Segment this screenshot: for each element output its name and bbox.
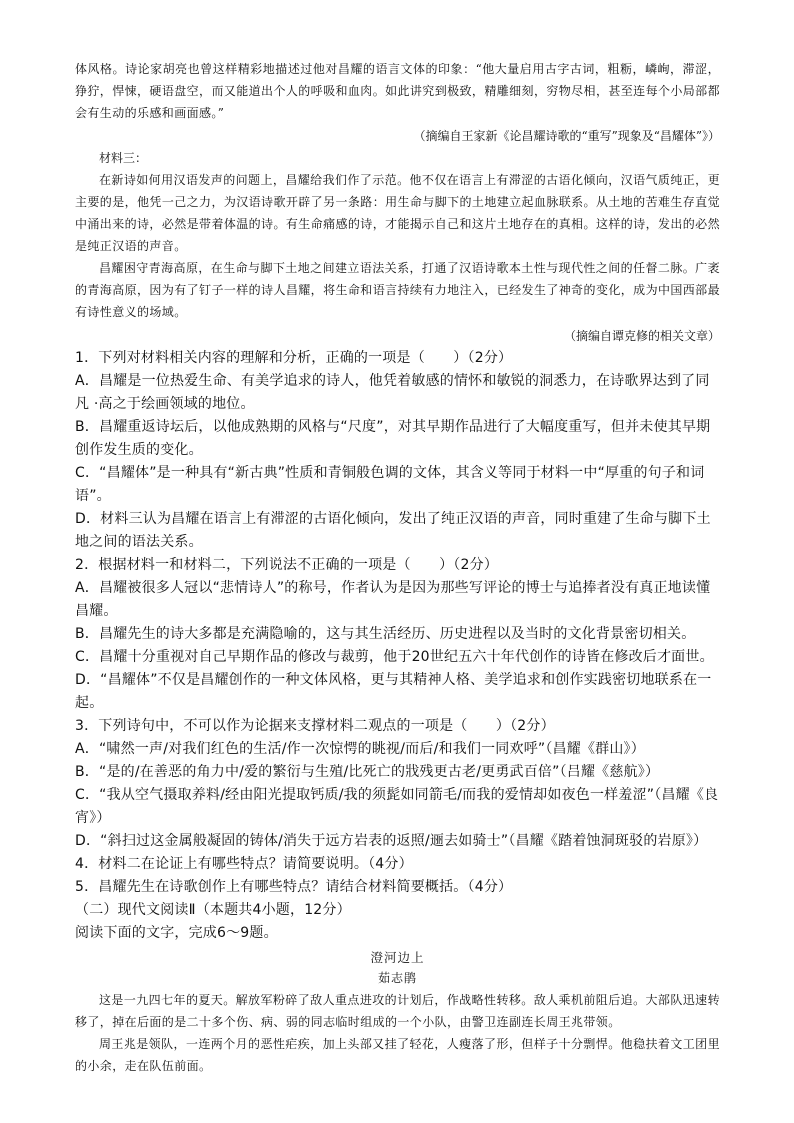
section-2-instruction: 阅读下面的文字，完成6～9题。 bbox=[75, 925, 278, 941]
question-1-option-b: B．昌耀重返诗坛后，以他成熟期的风格与“尺度”，对其早期作品进行了大幅度重写，但并未使其早期创作发生质的变化。 bbox=[75, 419, 711, 458]
material3-paragraph-2: 昌耀困守青海高原，在生命与脚下土地之间建立语法关系，打通了汉语诗歌本土性与现代性之间的任督二脉。广袤的青海高原，因为有了钉子一样的诗人昌耀，将生命和语言持续有力地注入，已经发生了神奇的变化，成为中国西部最有诗性意义的场域。 bbox=[75, 261, 720, 319]
question-2-option-d: D．“昌耀体”不仅是昌耀创作的一种文体风格，更与其精神人格、美学追求和创作实践密切地联系在一起。 bbox=[75, 672, 712, 711]
question-3-option-a: A．“啸然一声/对我们红色的生活/作一次惊愕的眺视/而后/和我们一同欢呼”（昌耀《群山》） bbox=[75, 741, 645, 757]
document-page bbox=[75, 58, 720, 1077]
question-1-stem: 1．下列对材料相关内容的理解和分析，正确的一项是（ ）（2分） bbox=[75, 350, 513, 366]
story-paragraph-2: 周王兆是领队，一连两个月的恶性疟疾，加上头部又挂了轻花，人瘦落了形，但样子十分剽悍。他稳扶着文工团里的小余，走在队伍前面。 bbox=[75, 1037, 720, 1073]
question-3-stem: 3．下列诗句中，不可以作为论据来支撑材料二观点的一项是（ ）（2分） bbox=[75, 718, 555, 734]
material3-label: 材料三： bbox=[99, 151, 148, 165]
question-3-option-d: D．“斜扫过这金属般凝固的铸体/消失于远方岩表的返照/逦去如骑士”（昌耀《踏着蚀洞斑驳的岩原》） bbox=[75, 833, 708, 849]
material3-paragraph-1: 在新诗如何用汉语发声的问题上，昌耀给我们作了示范。他不仅在语言上有滞涩的古语化倾向，汉语气质纯正，更主要的是，他凭一己之力，为汉语诗歌开辟了另一条路：用生命与脚下的土地建立起血脉联系。从土地的苦难生存直觉中涌出来的诗，必然是带着体温的诗。有生命痛感的诗，才能揭示自己和这片土地存在的真相。这样的诗，发出的必然是纯正汉语的声音。 bbox=[75, 173, 720, 253]
question-4: 4．材料二在论证上有哪些特点？请简要说明。（4分） bbox=[75, 856, 413, 872]
question-2-option-b: B．昌耀先生的诗大多都是充满隐喻的，这与其生活经历、历史进程以及当时的文化背景密切相关。 bbox=[75, 626, 696, 642]
question-2-option-a: A．昌耀被很多人冠以“悲情诗人”的称号，作者认为是因为那些写评论的博士与追捧者没有真正地读懂昌耀。 bbox=[75, 580, 711, 619]
question-2-option-c: C．昌耀十分重视对自己早期作品的修改与裁剪，他于20世纪五六十年代创作的诗皆在修改后才面世。 bbox=[75, 649, 714, 665]
material2-source: （摘编自王家新《论昌耀诗歌的“重写”现象及“昌耀体”》） bbox=[413, 129, 720, 143]
question-3-option-b: B．“是的/在善恶的角力中/爱的繁衍与生殖/比死亡的戕残更古老/更勇武百倍”（吕耀《慈航》） bbox=[75, 764, 660, 780]
question-2-stem: 2．根据材料一和材料二，下列说法不正确的一项是（ ）（2分） bbox=[75, 557, 499, 573]
question-1-option-a: A．昌耀是一位热爱生命、有美学追求的诗人，他凭着敏感的情怀和敏锐的洞悉力，在诗歌界达到了同凡 ·高之于绘画领域的地位。 bbox=[75, 373, 710, 412]
story-author: 茹志鹃 bbox=[377, 971, 417, 985]
section-2-heading: （二）现代文阅读Ⅱ（本题共4小题，12分） bbox=[75, 902, 351, 918]
question-3-option-c: C．“我从空气摄取养料/经由阳光提取钙质/我的须髭如同箭毛/而我的爱情却如夜色一样羞涩”（昌耀《良宵》） bbox=[75, 787, 719, 826]
story-title: 澄河边上 bbox=[370, 950, 425, 965]
material3-source: （摘编自谭克修的相关文章） bbox=[563, 329, 720, 343]
question-1-option-c: C．“昌耀体”是一种具有“新古典”性质和青铜般色调的文体，其含义等同于材料一中“厚重的句子和词语”。 bbox=[75, 465, 705, 504]
story-paragraph-1: 这是一九四七年的夏天。解放军粉碎了敌人重点进攻的计划后，作战略性转移。敌人乘机前阻后追。大部队迅速转移了，掉在后面的是二十多个伤、病、弱的同志临时组成的一个小队，由警卫连副连长周王兆带领。 bbox=[75, 993, 720, 1029]
question-1-option-d: D．材料三认为昌耀在语言上有滞涩的古语化倾向，发出了纯正汉语的声音，同时重建了生命与脚下土地之间的语法关系。 bbox=[75, 511, 711, 550]
question-5: 5．昌耀先生在诗歌创作上有哪些特点？请结合材料简要概括。（4分） bbox=[75, 879, 513, 895]
material2-paragraph: 体风格。诗论家胡亮也曾这样精彩地描述过他对昌耀的语言文体的印象：“他大量启用古字古词，粗粝，嶙峋，滞涩，狰狞，悍悚，硬语盘空，而又能道出个人的呼吸和血肉。如此讲究到极致，精雕细刻，穷物尽相，甚至连每个小局部都会有生动的乐感和画面感。” bbox=[75, 62, 720, 120]
